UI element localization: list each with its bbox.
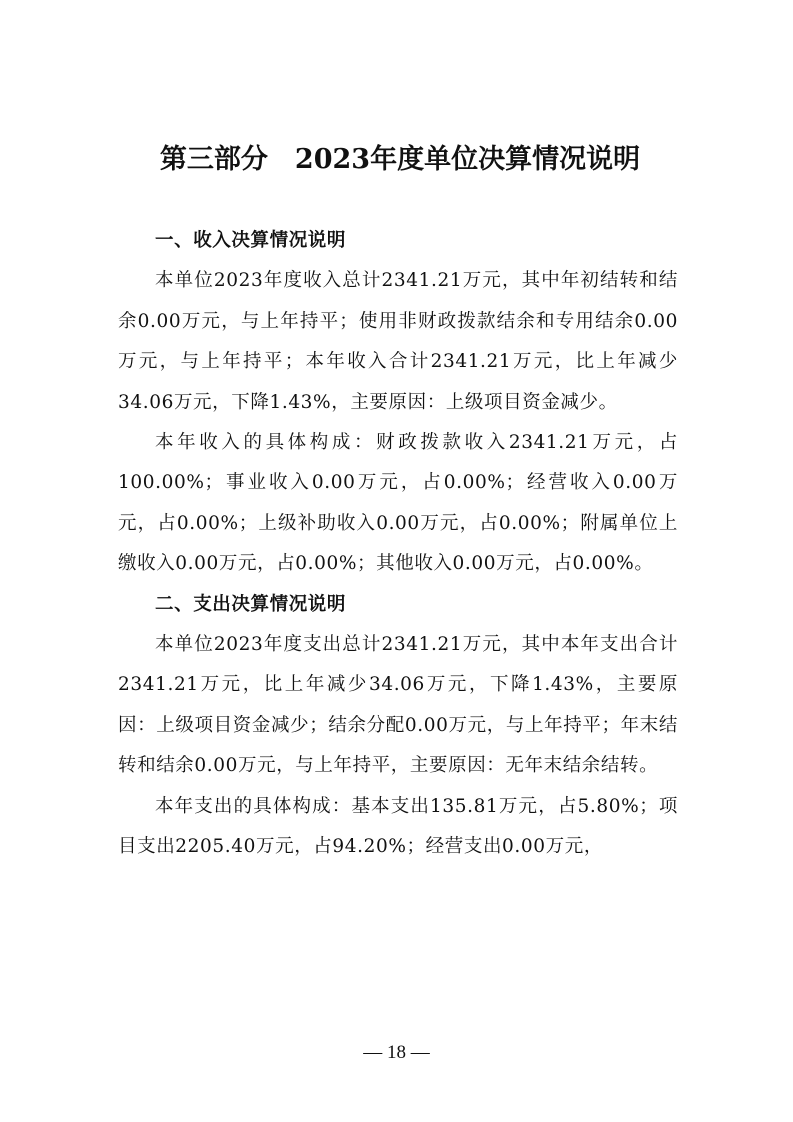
paragraph-income-composition: 本年收入的具体构成：财政拨款收入2341.21万元，占100.00%；事业收入0.00万元，占0.00%；经营收入0.00万元，占0.00%；上级补助收入0.00万元，占0.00%；附属单位上缴收入0.00万元，占0.00%；其他收入0.00万元，占0.00%。 — [118, 432, 678, 575]
section-income — [118, 221, 678, 585]
paragraph-income-summary: 本单位2023年度收入总计2341.21万元，其中年初结转和结余0.00万元，与上年持平；使用非财政拨款结余和专用结余0.00万元，与上年持平；本年收入合计2341.21万元，比上年减少34.06万元，下降1.43%，主要原因：上级项目资金减少。 — [118, 270, 678, 413]
page-title: 第三部分 2023年度单位决算情况说明 — [159, 144, 641, 175]
section-heading-income: 一、收入决算情况说明 — [155, 230, 347, 251]
paragraph-expenditure-summary: 本单位2023年度支出总计2341.21万元，其中本年支出合计2341.21万元，比上年减少34.06万元，下降1.43%，主要原因：上级项目资金减少；结余分配0.00万元，与上年持平；年末结转和结余0.00万元，与上年持平，主要原因：无年末结余结转。 — [118, 634, 678, 777]
section-expenditure — [118, 585, 678, 868]
document-body — [118, 221, 678, 868]
page-number: — 18 — — [363, 1042, 430, 1063]
section-heading-expenditure: 二、支出决算情况说明 — [155, 593, 347, 615]
paragraph-expenditure-composition: 本年支出的具体构成：基本支出135.81万元，占5.80%；项目支出2205.40万元，占94.20%；经营支出0.00万元， — [118, 795, 678, 858]
